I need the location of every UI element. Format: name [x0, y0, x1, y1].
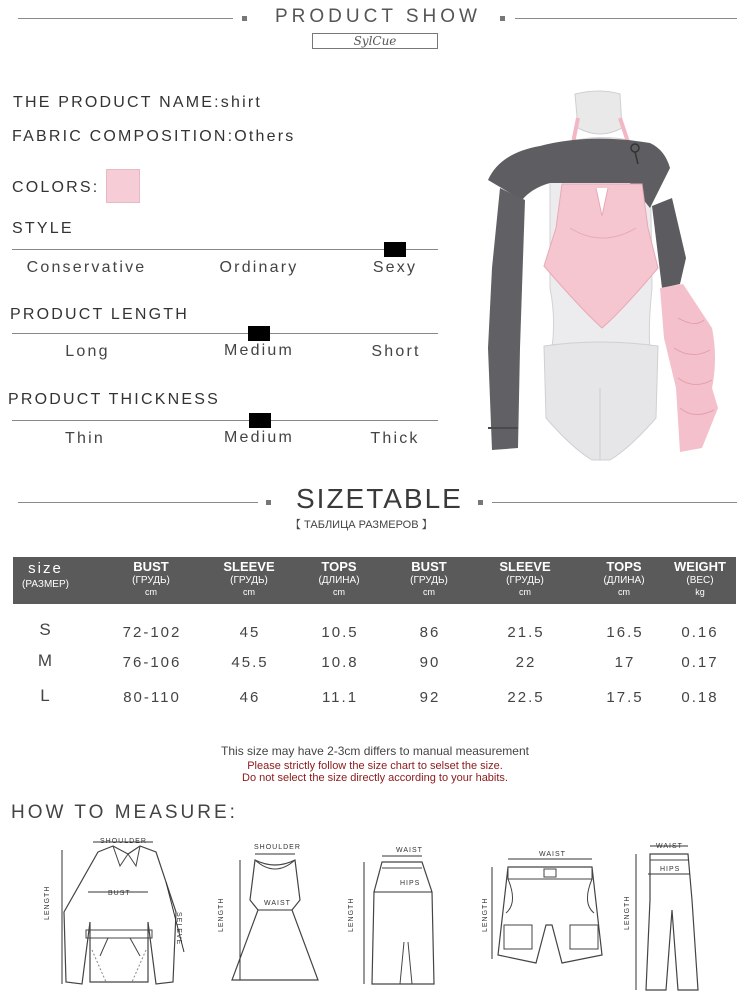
col-header-sleeve-2: SLEEVE (ГРУДЬ) cm [499, 559, 551, 597]
table-cell: 0.18 [681, 689, 719, 706]
col-header-size: size (РАЗМЕР) [22, 560, 69, 590]
style-title: STYLE [12, 220, 74, 237]
pink-sleeve-right [660, 284, 718, 452]
table-cell: 10.8 [321, 654, 359, 671]
label-hips-skirt: HIPS [400, 880, 421, 887]
label-length-dress: LENGTH [218, 897, 225, 932]
table-cell: 86 [419, 624, 441, 641]
size-cell: L [40, 686, 50, 705]
style-scale-line [12, 249, 438, 250]
thickness-option-thick: Thick [370, 430, 420, 447]
skirt-diagram-icon [360, 852, 450, 992]
product-name: THE PRODUCT NAME:shirt [13, 94, 263, 111]
fabric-composition: FABRIC COMPOSITION:Others [12, 128, 296, 145]
thickness-title: PRODUCT THICKNESS [8, 391, 220, 408]
mannequin-product-image [480, 88, 730, 468]
label-bust: BUST [108, 890, 131, 897]
length-marker [248, 326, 270, 341]
pants-diagram-icon [632, 840, 712, 995]
page-title: PRODUCT SHOW [275, 6, 481, 27]
thickness-marker [249, 413, 271, 428]
sizetable-line-left [18, 502, 258, 503]
col-header-weight: WEIGHT (ВЕС) kg [674, 559, 726, 597]
table-cell: 17 [614, 654, 636, 671]
col-header-bust-2: BUST (ГРУДЬ) cm [410, 559, 448, 597]
style-option-sexy: Sexy [372, 259, 418, 276]
label-waist-pants: WAIST [656, 843, 683, 850]
header-line-right [515, 18, 737, 19]
header-dot-right [500, 16, 505, 21]
size-cell: S [39, 620, 51, 639]
table-cell: 76-106 [122, 654, 182, 671]
thickness-option-thin: Thin [65, 430, 105, 447]
label-length-skirt: LENGTH [348, 897, 355, 932]
sizetable-dot-left [266, 500, 271, 505]
table-cell: 80-110 [123, 689, 181, 706]
header-dot-left [242, 16, 247, 21]
label-shoulder-dress: SHOULDER [254, 844, 301, 851]
warning-note-2: Do not select the size directly according to your habits. [242, 772, 508, 784]
sizetable-line-right [492, 502, 737, 503]
table-cell: 22.5 [507, 689, 545, 706]
table-cell: 92 [419, 689, 441, 706]
warning-note-1: Please strictly follow the size chart to selset the size. [247, 760, 503, 772]
thickness-option-medium: Medium [223, 429, 295, 446]
table-cell: 46 [239, 689, 261, 706]
col-header-tops-2: TOPS (ДЛИНА) cm [603, 559, 645, 597]
dress-diagram-icon [230, 850, 320, 990]
mannequin-neck [575, 91, 622, 134]
label-waist-dress: WAIST [264, 900, 291, 907]
label-shoulder: SHOULDER [100, 838, 147, 845]
measurement-note: This size may have 2-3cm differs to manual measurement [221, 744, 529, 758]
sizetable-subtitle: 【 ТАБЛИЦА РАЗМЕРОВ 】 [290, 519, 433, 531]
length-option-medium: Medium [223, 342, 295, 359]
col-header-bust-1: BUST (ГРУДЬ) cm [132, 559, 170, 597]
col-header-tops-1: TOPS (ДЛИНА) cm [318, 559, 360, 597]
table-cell: 10.5 [321, 624, 359, 641]
table-cell: 0.16 [681, 624, 719, 641]
length-option-short: Short [371, 343, 421, 360]
table-cell: 11.1 [321, 689, 359, 706]
length-scale-line [12, 333, 438, 334]
label-length-shorts: LENGTH [482, 897, 489, 932]
brand-logo: SylCue [312, 33, 438, 49]
table-cell: 45 [239, 624, 261, 641]
length-title: PRODUCT LENGTH [10, 306, 189, 323]
sizetable-title: SIZETABLE [296, 483, 463, 514]
style-marker [384, 242, 406, 257]
thickness-scale-line [12, 420, 438, 421]
how-to-measure-title: HOW TO MEASURE: [11, 802, 238, 823]
label-sleeve: SELEVE [175, 912, 182, 946]
label-waist-skirt: WAIST [396, 847, 423, 854]
table-cell: 21.5 [507, 624, 545, 641]
table-cell: 22 [515, 654, 537, 671]
table-cell: 16.5 [606, 624, 644, 641]
mannequin-hips [544, 342, 658, 460]
grey-arm-sleeve-left [488, 188, 525, 450]
label-length: LENGTH [44, 885, 51, 920]
style-option-conservative: Conservative [26, 259, 147, 276]
colors-label: COLORS: [12, 179, 100, 196]
table-cell: 0.17 [681, 654, 719, 671]
size-cell: M [37, 651, 53, 670]
table-cell: 90 [419, 654, 441, 671]
table-cell: 45.5 [231, 654, 269, 671]
table-cell: 17.5 [606, 689, 644, 706]
col-header-sleeve-1: SLEEVE (ГРУДЬ) cm [223, 559, 275, 597]
color-swatch-pink[interactable] [106, 169, 140, 203]
label-hips-pants: HIPS [660, 866, 681, 873]
label-waist-shorts: WAIST [539, 851, 566, 858]
grey-arm-warmer-right [652, 198, 686, 288]
style-option-ordinary: Ordinary [219, 259, 299, 276]
shorts-diagram-icon [490, 855, 610, 970]
size-table-header [13, 557, 736, 604]
sizetable-dot-right [478, 500, 483, 505]
header-line-left [18, 18, 233, 19]
length-option-long: Long [65, 343, 110, 360]
label-length-pants: LENGTH [624, 895, 631, 930]
table-cell: 72-102 [122, 624, 182, 641]
